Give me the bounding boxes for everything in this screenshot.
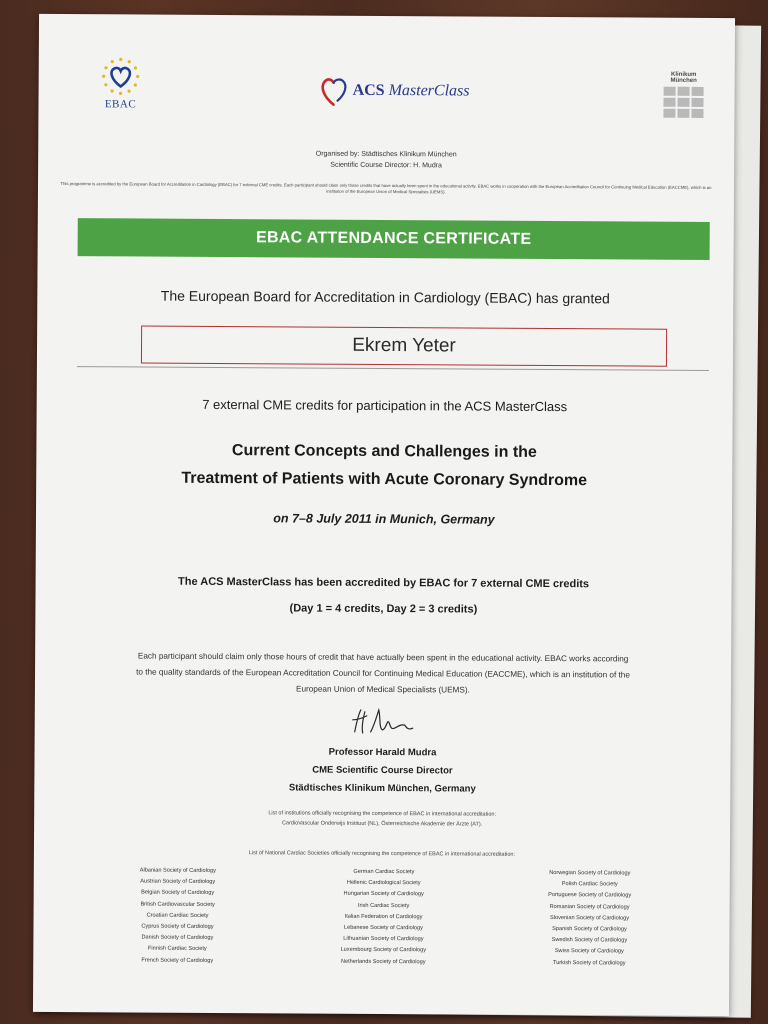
claim-paragraph	[35, 648, 731, 700]
institutions-header: List of institutions officially recognising the competence of EBAC in international accreditation:	[268, 810, 497, 818]
list-item: Slovenian Society of Cardiology	[550, 914, 630, 922]
national-societies-header: List of National Cardiac Societies officially recognising the competence of EBAC in international accreditation:	[248, 850, 516, 858]
societies-column-1	[97, 865, 258, 967]
list-item: Romanian Society of Cardiology	[549, 903, 630, 911]
signatory-org: Städtisches Klinikum München, Germany	[288, 782, 476, 795]
credits-line: 7 external CME credits for participation in the ACS MasterClass	[202, 396, 568, 415]
course-title-line-2: Treatment of Patients with Acute Coronary Syndrome	[181, 469, 588, 490]
list-item: Hungarian Society of Cardiology	[343, 891, 424, 898]
list-item: Belgian Society of Cardiology	[141, 889, 215, 897]
list-item: Netherlands Society of Cardiology	[340, 958, 426, 965]
klinikum-logo	[660, 72, 706, 118]
list-item: Albanian Society of Cardiology	[139, 867, 216, 874]
paragraph-line-2: to the quality standards of the European Accreditation Council for Continuing Medical Education (EACCME), which is an institution of the	[136, 667, 630, 680]
institutions-list: CardioVascular Onderwijs Instituut (NL), Österreichische Akademie der Ärzte (AT).	[281, 820, 483, 828]
list-item: Polish Cardiac Society	[561, 881, 618, 888]
list-item: Lithuanian Society of Cardiology	[343, 935, 424, 943]
course-title-line-1: Current Concepts and Challenges in the	[231, 442, 537, 461]
list-item: Portuguese Society of Cardiology	[548, 892, 632, 899]
certificate-page	[33, 14, 735, 1016]
recipient-name: Ekrem Yeter	[141, 326, 667, 367]
days-line: (Day 1 = 4 credits, Day 2 = 3 credits)	[289, 602, 478, 616]
institutions-block	[34, 807, 730, 831]
organised-by: Organised by: Städtisches Klinikum München	[315, 150, 457, 159]
acs-heart-icon	[318, 74, 348, 108]
list-item: German Cardiac Society	[353, 868, 415, 876]
certificate-banner: EBAC ATTENDANCE CERTIFICATE	[78, 218, 710, 260]
accreditation-block	[35, 568, 731, 624]
course-director: Scientific Course Director: H. Mudra	[330, 161, 442, 170]
ebac-logo	[90, 56, 150, 110]
list-item: Italian Federation of Cardiology	[344, 913, 423, 921]
signatory-block	[34, 742, 730, 800]
list-item: Finnish Cardiac Society	[147, 945, 207, 953]
paragraph-line-3: European Union of Medical Specialists (UEMS).	[295, 684, 470, 695]
list-item: Cyprus Society of Cardiology	[141, 923, 214, 930]
klinikum-grid-icon	[660, 87, 706, 118]
societies-column-2	[303, 867, 464, 969]
acs-masterclass-logo	[318, 74, 469, 109]
societies-column-3	[509, 868, 670, 970]
divider-line	[77, 366, 709, 371]
list-item: British Cardiovascular Society	[140, 901, 215, 908]
list-item: Austrian Society of Cardiology	[140, 878, 216, 886]
list-item: Spanish Society of Cardiology	[552, 926, 627, 933]
granted-text: The European Board for Accreditation in Cardiology (EBAC) has granted	[160, 287, 610, 307]
list-item: Croatian Cardiac Society	[146, 912, 209, 919]
klinikum-logo-text: Klinikum München	[670, 71, 697, 84]
list-item: Swiss Society of Cardiology	[554, 948, 624, 955]
list-item: Norwegian Society of Cardiology	[549, 870, 631, 877]
ebac-heart-stars-icon	[101, 56, 141, 96]
signatory-role: CME Scientific Course Director	[312, 764, 453, 777]
acs-prefix: ACS	[352, 81, 385, 99]
acs-suffix: MasterClass	[388, 82, 470, 100]
list-item: Lebanese Society of Cardiology	[343, 924, 423, 932]
fine-print: This programme is accredited by the European Board for Accreditation in Cardiology (EBAC) for 7 external CME credits. Each participant should claim only those credits that have actually been spent in the educational activity. EBAC works in cooperation with the European Accreditation Council for Continuing Medical Education (EACCME), which is an institution of the European Union of Medical Specialists (UEMS).	[60, 181, 712, 195]
paragraph-line-1: Each participant should claim only those hours of credit that have actually been spent in the educational activity. EBAC works according	[137, 651, 629, 664]
list-item: Irish Cardiac Society	[357, 902, 410, 909]
accredited-line: The ACS MasterClass has been accredited by EBAC for 7 external CME credits	[178, 575, 590, 591]
list-item: Turkish Society of Cardiology	[552, 959, 626, 967]
list-item: Swedish Society of Cardiology	[551, 937, 628, 944]
signature-icon	[347, 706, 419, 740]
date-line: on 7–8 July 2011 in Munich, Germany	[273, 511, 495, 527]
ebac-logo-label: EBAC	[104, 98, 137, 111]
list-item: Luxembourg Society of Cardiology	[340, 947, 427, 954]
signatory-name: Professor Harald Mudra	[328, 746, 437, 759]
list-item: Hellenic Cardiological Society	[346, 879, 421, 887]
course-title	[36, 436, 732, 496]
list-item: Danish Society of Cardiology	[141, 934, 214, 942]
list-item: French Society of Cardiology	[141, 957, 214, 964]
